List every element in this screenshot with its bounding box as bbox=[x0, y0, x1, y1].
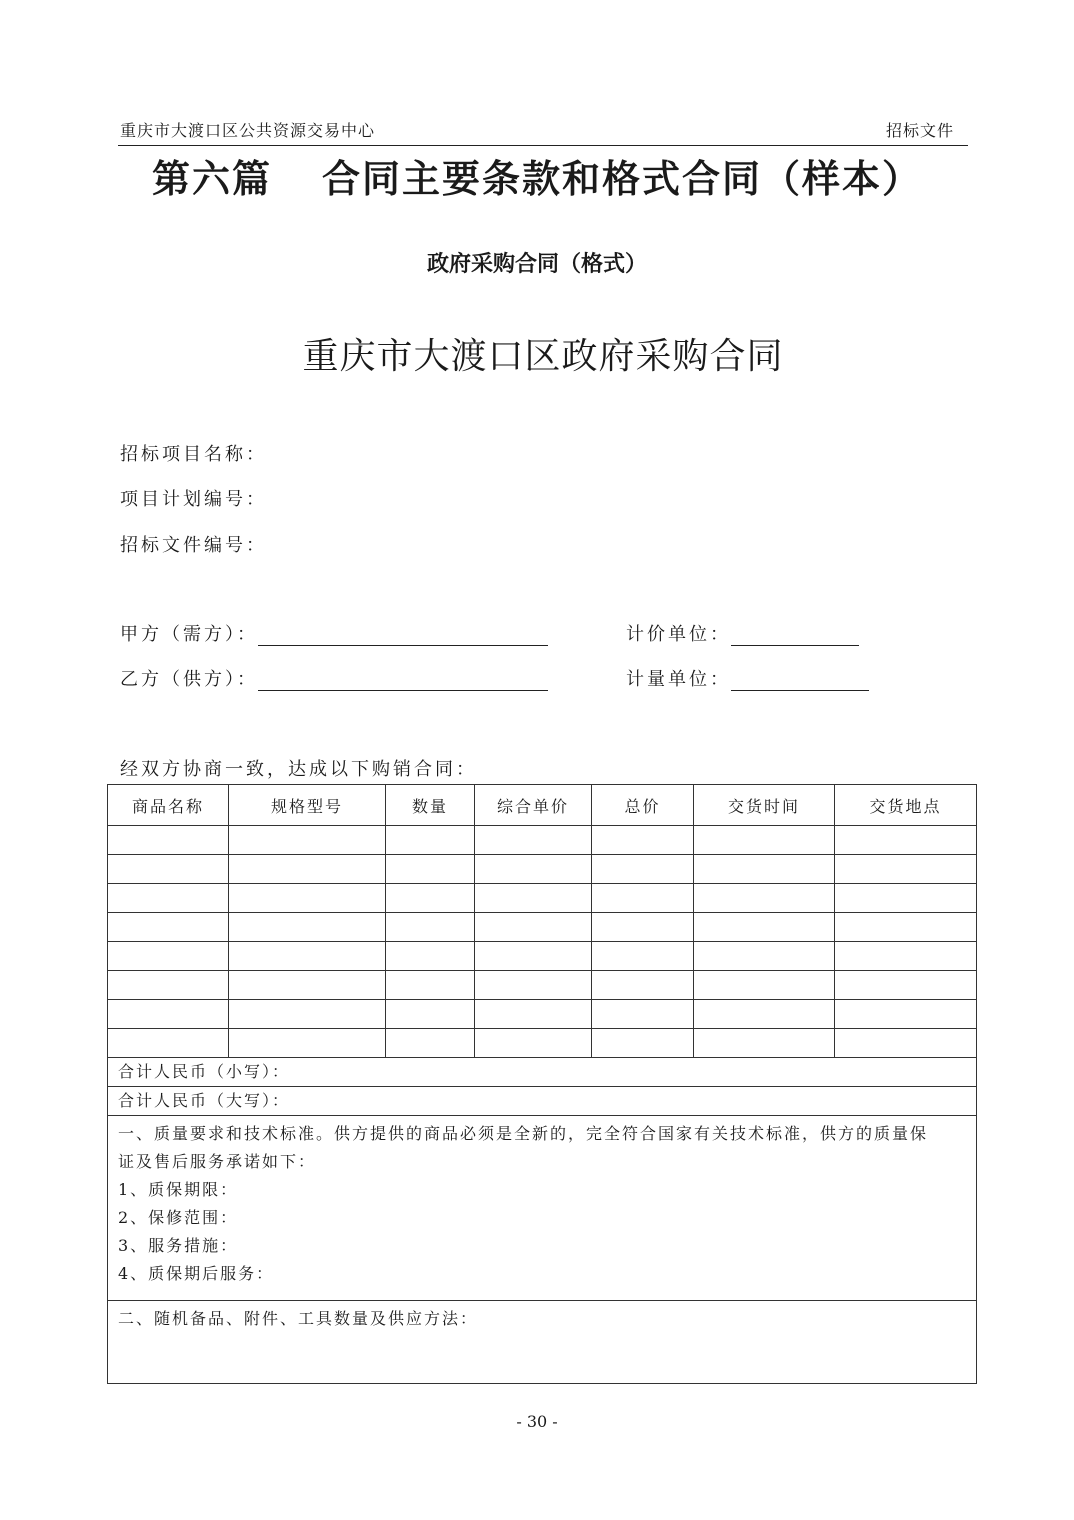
table-cell[interactable] bbox=[694, 884, 835, 913]
page-number: - 30 - bbox=[516, 1412, 558, 1431]
project-plan-number-field: 项目计划编号： bbox=[120, 489, 267, 510]
table-cell[interactable] bbox=[229, 913, 386, 942]
party-a-field bbox=[120, 620, 548, 646]
table-cell[interactable] bbox=[475, 855, 592, 884]
party-b-field bbox=[120, 665, 548, 691]
table-cell[interactable] bbox=[108, 942, 229, 971]
total-lower-row bbox=[108, 1058, 977, 1087]
table-cell[interactable] bbox=[229, 855, 386, 884]
contract-format-subtitle: 政府采购合同（格式） bbox=[426, 251, 647, 277]
table-cell[interactable] bbox=[475, 1000, 592, 1029]
table-cell[interactable] bbox=[694, 855, 835, 884]
measure-unit-label: 计量单位： bbox=[626, 669, 731, 690]
warranty-period-item: 1、质保期限： bbox=[118, 1180, 239, 1199]
col-header-total-price: 总价 bbox=[592, 785, 694, 826]
table-cell[interactable] bbox=[108, 855, 229, 884]
table-cell[interactable] bbox=[229, 1000, 386, 1029]
table-cell[interactable] bbox=[386, 855, 475, 884]
header-org: 重庆市大渡口区公共资源交易中心 bbox=[120, 121, 376, 140]
table-cell[interactable] bbox=[835, 942, 977, 971]
total-upper-cell[interactable]: 合计人民币（大写）： bbox=[108, 1087, 977, 1116]
table-cell[interactable] bbox=[592, 1029, 694, 1058]
table-cell[interactable] bbox=[592, 884, 694, 913]
table-cell[interactable] bbox=[475, 942, 592, 971]
col-header-unit-price: 综合单价 bbox=[475, 785, 592, 826]
table-cell[interactable] bbox=[835, 884, 977, 913]
table-cell[interactable] bbox=[835, 1000, 977, 1029]
price-unit-blank[interactable] bbox=[731, 625, 859, 646]
chapter-number: 第六篇 bbox=[151, 156, 272, 201]
col-header-product-name: 商品名称 bbox=[108, 785, 229, 826]
table-cell[interactable] bbox=[475, 913, 592, 942]
table-cell[interactable] bbox=[835, 826, 977, 855]
table-cell[interactable] bbox=[229, 884, 386, 913]
accessories-section-cell[interactable]: 二、随机备品、附件、工具数量及供应方法： bbox=[108, 1301, 977, 1384]
table-cell[interactable] bbox=[386, 913, 475, 942]
table-cell[interactable] bbox=[229, 942, 386, 971]
chapter-name: 合同主要条款和格式合同（样本） bbox=[322, 156, 923, 201]
table-cell[interactable] bbox=[229, 971, 386, 1000]
accessories-section-row bbox=[108, 1301, 977, 1384]
table-row bbox=[108, 942, 977, 971]
table-cell[interactable] bbox=[475, 826, 592, 855]
table-cell[interactable] bbox=[694, 971, 835, 1000]
table-cell[interactable] bbox=[108, 884, 229, 913]
agreement-intro: 经双方协商一致，达成以下购销合同： bbox=[120, 759, 477, 780]
table-row bbox=[108, 913, 977, 942]
header-doc-type: 招标文件 bbox=[886, 121, 955, 140]
party-b-label: 乙方（供方）： bbox=[120, 669, 258, 690]
quality-section-cell[interactable] bbox=[108, 1116, 977, 1301]
table-cell[interactable] bbox=[592, 1000, 694, 1029]
table-cell[interactable] bbox=[694, 913, 835, 942]
table-row bbox=[108, 855, 977, 884]
table-row bbox=[108, 1000, 977, 1029]
party-b-blank[interactable] bbox=[258, 670, 548, 691]
table-row bbox=[108, 884, 977, 913]
table-cell[interactable] bbox=[592, 855, 694, 884]
post-warranty-service-item: 4、质保期后服务： bbox=[118, 1264, 275, 1283]
table-cell[interactable] bbox=[835, 1029, 977, 1058]
quality-text-line2: 证及售后服务承诺如下： bbox=[118, 1152, 317, 1171]
table-cell[interactable] bbox=[592, 913, 694, 942]
table-cell[interactable] bbox=[475, 1029, 592, 1058]
table-cell[interactable] bbox=[694, 942, 835, 971]
repair-scope-item: 2、保修范围： bbox=[118, 1208, 239, 1227]
table-cell[interactable] bbox=[835, 913, 977, 942]
total-lower-cell[interactable]: 合计人民币（小写）： bbox=[108, 1058, 977, 1087]
quality-text-line1: 一、质量要求和技术标准。供方提供的商品必须是全新的，完全符合国家有关技术标准，供方的质量保 bbox=[118, 1124, 929, 1143]
table-cell[interactable] bbox=[386, 942, 475, 971]
goods-table bbox=[107, 784, 977, 1384]
table-cell[interactable] bbox=[386, 826, 475, 855]
table-cell[interactable] bbox=[229, 826, 386, 855]
table-cell[interactable] bbox=[694, 1000, 835, 1029]
col-header-delivery-place: 交货地点 bbox=[835, 785, 977, 826]
table-cell[interactable] bbox=[386, 971, 475, 1000]
measure-unit-blank[interactable] bbox=[731, 670, 869, 691]
table-cell[interactable] bbox=[108, 913, 229, 942]
party-a-label: 甲方（需方）： bbox=[120, 624, 258, 645]
table-cell[interactable] bbox=[108, 1029, 229, 1058]
table-row bbox=[108, 971, 977, 1000]
quality-section-row bbox=[108, 1116, 977, 1301]
table-cell[interactable] bbox=[108, 1000, 229, 1029]
table-row bbox=[108, 1029, 977, 1058]
table-cell[interactable] bbox=[475, 884, 592, 913]
table-cell[interactable] bbox=[592, 971, 694, 1000]
table-row bbox=[108, 826, 977, 855]
chapter-title bbox=[0, 148, 1074, 203]
table-cell[interactable] bbox=[475, 971, 592, 1000]
table-cell[interactable] bbox=[835, 855, 977, 884]
price-unit-field bbox=[626, 620, 859, 646]
table-cell[interactable] bbox=[229, 1029, 386, 1058]
project-name-field: 招标项目名称： bbox=[120, 444, 267, 465]
table-cell[interactable] bbox=[386, 884, 475, 913]
measure-unit-field bbox=[626, 665, 869, 691]
col-header-quantity: 数量 bbox=[386, 785, 475, 826]
col-header-spec-model: 规格型号 bbox=[229, 785, 386, 826]
header-rule bbox=[118, 145, 968, 146]
contract-title: 重庆市大渡口区政府采购合同 bbox=[302, 336, 784, 377]
table-cell[interactable] bbox=[694, 826, 835, 855]
table-cell[interactable] bbox=[108, 971, 229, 1000]
total-upper-row bbox=[108, 1087, 977, 1116]
party-a-blank[interactable] bbox=[258, 625, 548, 646]
tender-doc-number-field: 招标文件编号： bbox=[120, 535, 267, 556]
table-cell[interactable] bbox=[108, 826, 229, 855]
table-cell[interactable] bbox=[386, 1029, 475, 1058]
price-unit-label: 计价单位： bbox=[626, 624, 731, 645]
service-measures-item: 3、服务措施： bbox=[118, 1236, 239, 1255]
table-header-row bbox=[108, 785, 977, 826]
table-cell[interactable] bbox=[592, 942, 694, 971]
table-cell[interactable] bbox=[694, 1029, 835, 1058]
table-cell[interactable] bbox=[386, 1000, 475, 1029]
table-cell[interactable] bbox=[592, 826, 694, 855]
table-cell[interactable] bbox=[835, 971, 977, 1000]
col-header-delivery-time: 交货时间 bbox=[694, 785, 835, 826]
